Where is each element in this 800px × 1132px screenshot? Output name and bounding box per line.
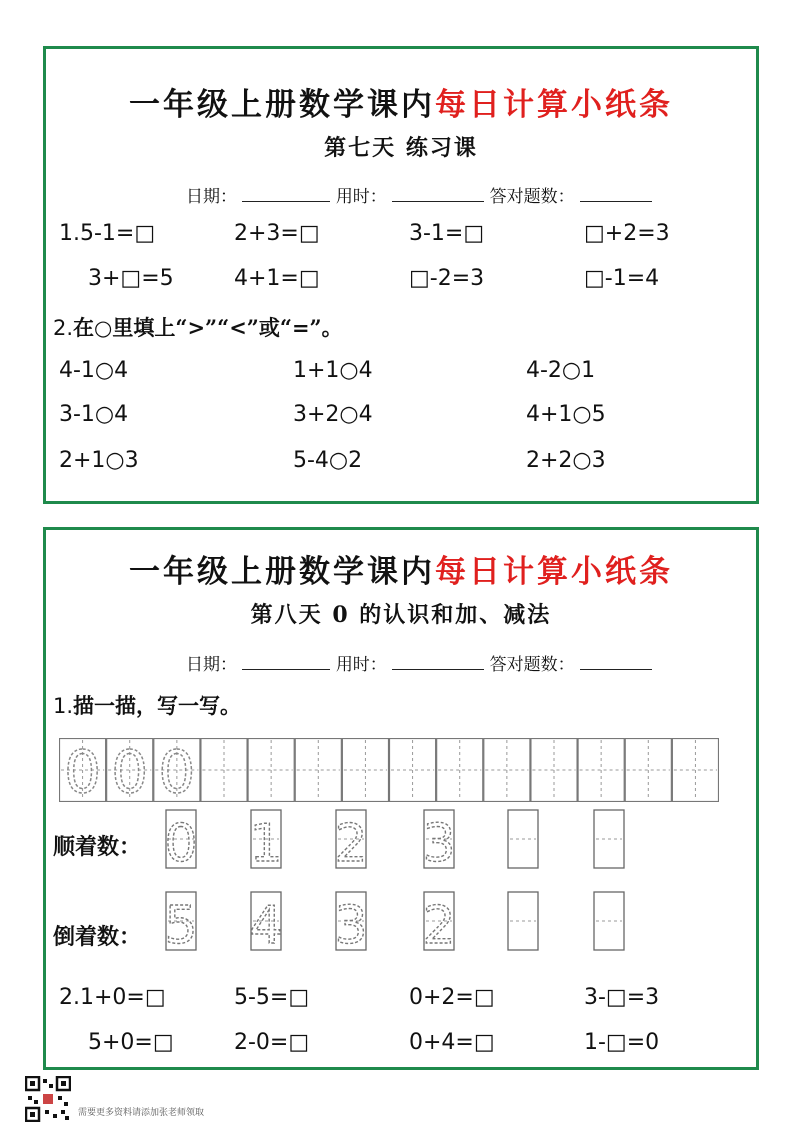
q2-row-2: [46, 1030, 756, 1060]
correct-label: 答对题数：: [489, 187, 575, 207]
worksheet-day8: [43, 527, 759, 1070]
problem[interactable]: 2+3=□: [234, 221, 320, 246]
problem[interactable]: 4+1=□: [234, 266, 320, 291]
time-label: 用时：: [335, 655, 387, 675]
compare-problem[interactable]: 2+1○3: [59, 448, 139, 473]
problem[interactable]: 0+2=□: [409, 985, 495, 1010]
traced-digit: 0: [158, 738, 196, 802]
problem[interactable]: 1.5-1=□: [59, 221, 156, 246]
question-2-heading: [53, 312, 343, 342]
forward-count-label: 顺着数：: [53, 834, 142, 860]
problem[interactable]: 2-0=□: [234, 1030, 310, 1055]
problem[interactable]: 3-1=□: [409, 221, 485, 246]
question-1-heading: [53, 690, 241, 720]
problem[interactable]: 1-□=0: [584, 1030, 660, 1055]
qr-code-icon: [25, 1076, 71, 1122]
problem[interactable]: 3+□=5: [88, 266, 174, 291]
traced-digit: 3: [334, 896, 368, 956]
traced-digit: 3: [422, 814, 456, 874]
q2-row-1: [46, 985, 756, 1015]
title-black: 一年级上册数学课内: [129, 87, 435, 123]
title-red: 每日计算小纸条: [435, 554, 673, 590]
correct-label: 答对题数：: [489, 655, 575, 675]
correct-blank[interactable]: [580, 653, 652, 670]
time-blank[interactable]: [392, 185, 484, 202]
q2-row-3: [46, 448, 756, 478]
meta-line: [186, 650, 652, 675]
traced-digit: 0: [164, 814, 198, 874]
q1-row-2: [46, 266, 756, 296]
traced-digit: 2: [334, 814, 368, 874]
q2-row-2: [46, 402, 756, 432]
traced-digit: 5: [164, 896, 198, 956]
worksheet-day7: [43, 46, 759, 504]
compare-problem[interactable]: 4-2○1: [526, 358, 596, 383]
time-blank[interactable]: [392, 653, 484, 670]
date-blank[interactable]: [242, 185, 330, 202]
worksheet-title: [46, 79, 756, 124]
question-text: 在○里填上“>”“<”或“=”。: [73, 315, 343, 340]
meta-line: [186, 182, 652, 207]
date-blank[interactable]: [242, 653, 330, 670]
q1-row-1: [46, 221, 756, 251]
traced-digit: 0: [64, 738, 102, 802]
compare-problem[interactable]: 3-1○4: [59, 402, 129, 427]
traced-digit: 4: [249, 896, 283, 956]
question-number: 1.: [53, 694, 74, 718]
question-number: 2.: [53, 316, 74, 340]
traced-digit: 2: [422, 896, 456, 956]
traced-digit: 1: [249, 814, 283, 874]
date-label: 日期：: [186, 187, 237, 207]
title-red: 每日计算小纸条: [435, 87, 673, 123]
date-label: 日期：: [186, 655, 237, 675]
question-text: 描一描，写一写。: [73, 693, 242, 718]
footer-note: 需要更多资料请添加张老师领取: [78, 1108, 205, 1118]
worksheet-title: [46, 546, 756, 591]
title-black: 一年级上册数学课内: [129, 554, 435, 590]
problem[interactable]: 0+4=□: [409, 1030, 495, 1055]
problem[interactable]: 3-□=3: [584, 985, 660, 1010]
compare-problem[interactable]: 2+2○3: [526, 448, 606, 473]
compare-problem[interactable]: 3+2○4: [293, 402, 373, 427]
compare-problem[interactable]: 5-4○2: [293, 448, 363, 473]
compare-problem[interactable]: 4+1○5: [526, 402, 606, 427]
backward-count-label: 倒着数：: [53, 924, 142, 950]
problem[interactable]: □-1=4: [584, 266, 660, 291]
compare-problem[interactable]: 4-1○4: [59, 358, 129, 383]
counting-boxes: [46, 800, 756, 960]
lesson-subtitle: 第七天 练习课: [324, 135, 478, 161]
compare-problem[interactable]: 1+1○4: [293, 358, 373, 383]
tracing-grid[interactable]: [59, 738, 719, 802]
problem[interactable]: □+2=3: [584, 221, 670, 246]
problem[interactable]: 5-5=□: [234, 985, 310, 1010]
correct-blank[interactable]: [580, 185, 652, 202]
problem[interactable]: 2.1+0=□: [59, 985, 166, 1010]
traced-digit: 0: [111, 738, 149, 802]
problem[interactable]: 5+0=□: [88, 1030, 174, 1055]
lesson-subtitle: 第八天 0 的认识和加、减法: [250, 602, 552, 628]
problem[interactable]: □-2=3: [409, 266, 485, 291]
q2-row-1: [46, 358, 756, 388]
time-label: 用时：: [335, 187, 387, 207]
